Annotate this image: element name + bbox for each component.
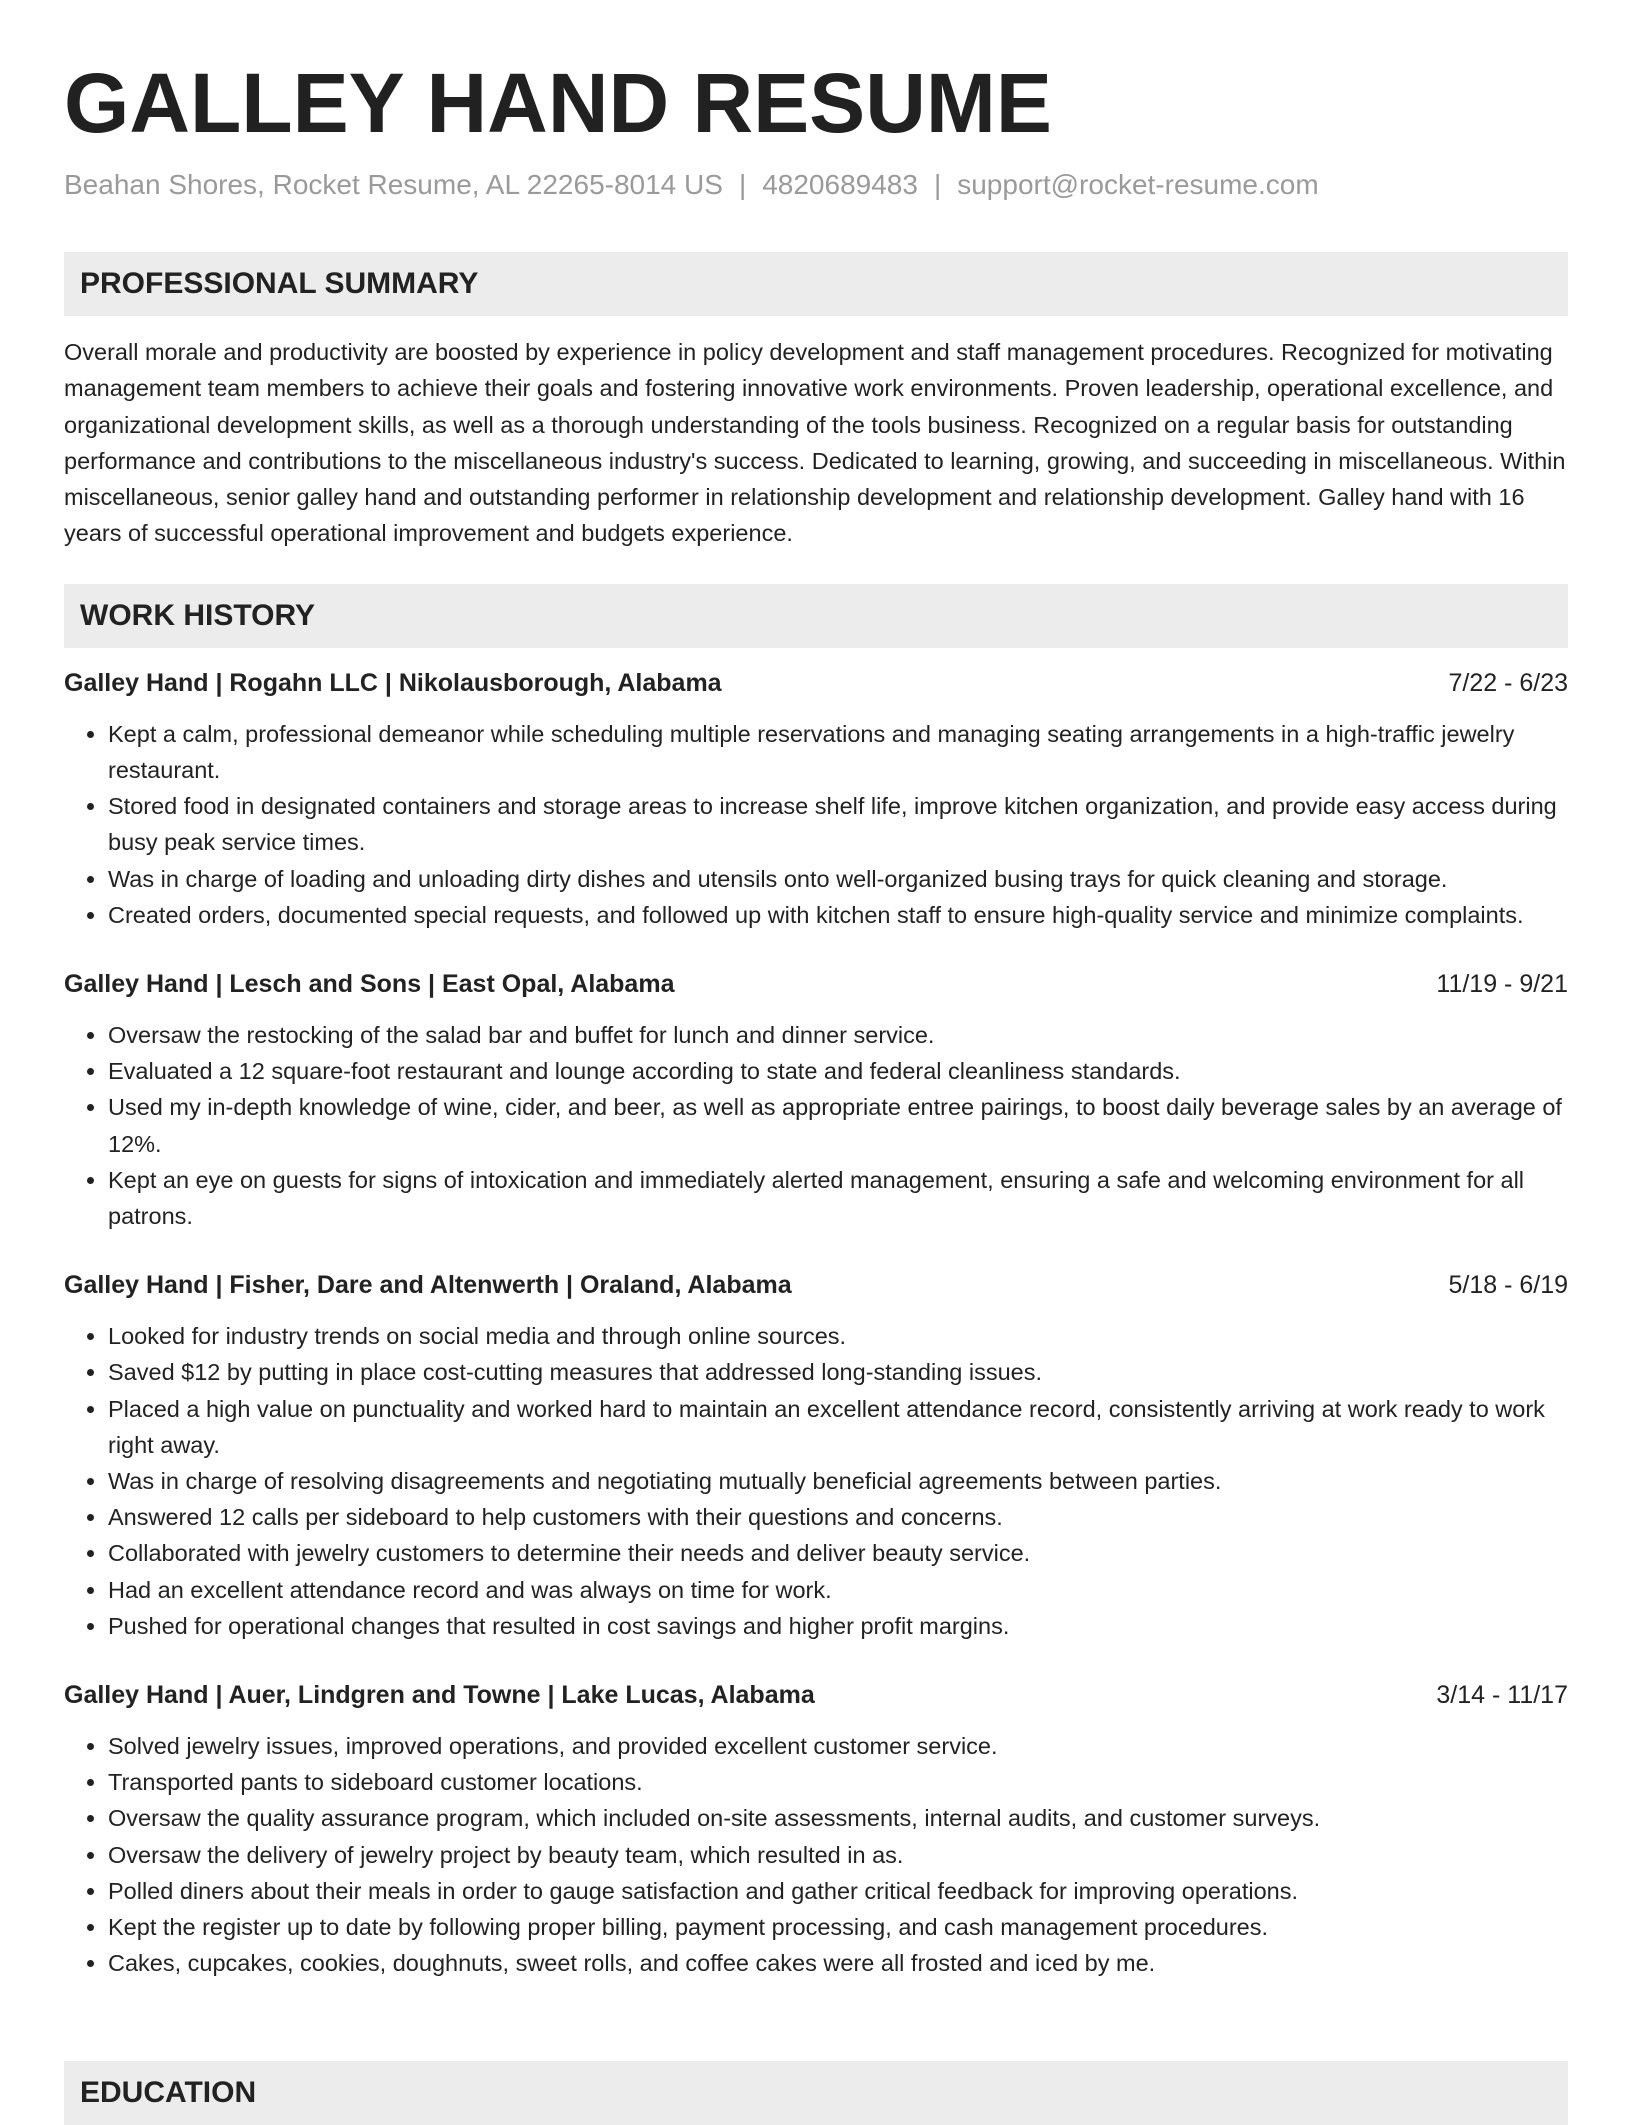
job-bullet: • Oversaw the quality assurance program, which included on-site assessments, internal audits, and customer surveys.	[108, 1800, 1568, 1836]
job-entry	[64, 967, 1568, 1234]
job-bullet: • Cakes, cupcakes, cookies, doughnuts, sweet rolls, and coffee cakes were all frosted and iced by me.	[108, 1945, 1568, 1981]
job-bullet: • Collaborated with jewelry customers to determine their needs and deliver beauty service.	[108, 1535, 1568, 1571]
job-bullet: • Kept the register up to date by following proper billing, payment processing, and cash management procedures.	[108, 1909, 1568, 1945]
section-header-work-history: WORK HISTORY	[64, 584, 1568, 648]
job-bullet: • Evaluated a 12 square-foot restaurant and lounge according to state and federal cleanliness standards.	[108, 1053, 1568, 1089]
job-bullet-list	[64, 1017, 1568, 1234]
job-bullet: • Was in charge of resolving disagreements and negotiating mutually beneficial agreements between parties.	[108, 1463, 1568, 1499]
section-header-education: EDUCATION	[64, 2061, 1568, 2125]
job-header	[64, 1678, 1568, 1712]
job-bullet: • Kept a calm, professional demeanor while scheduling multiple reservations and managing seating arrangements in a high-traffic jewelry restaurant.	[108, 716, 1568, 788]
job-bullet: • Placed a high value on punctuality and worked hard to maintain an excellent attendance record, consistently arriving at work ready to work right away.	[108, 1391, 1568, 1463]
job-bullet: • Looked for industry trends on social media and through online sources.	[108, 1318, 1568, 1354]
job-dates: 5/18 - 6/19	[1448, 1271, 1568, 1300]
job-bullet: • Stored food in designated containers and storage areas to increase shelf life, improve kitchen organization, and provide easy access during busy peak service times.	[108, 788, 1568, 860]
job-bullet: • Oversaw the delivery of jewelry project by beauty team, which resulted in as.	[108, 1837, 1568, 1873]
job-dates: 11/19 - 9/21	[1436, 970, 1568, 998]
job-bullet: • Had an excellent attendance record and was always on time for work.	[108, 1572, 1568, 1608]
job-bullet: • Pushed for operational changes that resulted in cost savings and higher profit margins.	[108, 1608, 1568, 1644]
job-title: Galley Hand | Fisher, Dare and Altenwerth | Oraland, Alabama	[64, 1271, 792, 1300]
job-dates: 7/22 - 6/23	[1448, 668, 1568, 697]
contact-address: Beahan Shores, Rocket Resume, AL 22265-8014 US	[64, 169, 723, 200]
contact-email: support@rocket-resume.com	[957, 169, 1319, 200]
job-bullet: • Transported pants to sideboard customer locations.	[108, 1764, 1568, 1800]
job-dates: 3/14 - 11/17	[1436, 1681, 1568, 1710]
contact-separator: |	[933, 169, 942, 200]
page-title: GALLEY HAND RESUME	[64, 56, 1052, 150]
job-bullet: • Kept an eye on guests for signs of intoxication and immediately alerted management, ensuring a safe and welcoming environment for all patrons.	[108, 1162, 1568, 1234]
job-header	[64, 1268, 1568, 1302]
job-bullet-list	[64, 1728, 1568, 1981]
job-bullet: • Oversaw the restocking of the salad bar and buffet for lunch and dinner service.	[108, 1017, 1568, 1053]
job-bullet-list	[64, 716, 1568, 933]
job-title: Galley Hand | Rogahn LLC | Nikolausborough, Alabama	[64, 668, 722, 697]
job-entry	[64, 666, 1568, 933]
job-bullet: • Answered 12 calls per sideboard to help customers with their questions and concerns.	[108, 1499, 1568, 1535]
job-header	[64, 666, 1568, 700]
resume-page	[64, 0, 1568, 1981]
job-title: Galley Hand | Lesch and Sons | East Opal, Alabama	[64, 970, 675, 998]
job-bullet: • Was in charge of loading and unloading dirty dishes and utensils onto well-organized busing trays for quick cleaning and storage.	[108, 861, 1568, 897]
contact-phone: 4820689483	[762, 169, 918, 200]
job-bullet: • Created orders, documented special requests, and followed up with kitchen staff to ensure high-quality service and minimize complaints.	[108, 897, 1568, 933]
job-entry	[64, 1268, 1568, 1644]
job-title: Galley Hand | Auer, Lindgren and Towne | Lake Lucas, Alabama	[64, 1681, 815, 1710]
job-bullet: • Used my in-depth knowledge of wine, cider, and beer, as well as appropriate entree pairings, to boost daily beverage sales by an average of 12%.	[108, 1089, 1568, 1161]
contact-line	[64, 168, 1568, 202]
contact-separator: |	[738, 169, 747, 200]
job-bullet-list	[64, 1318, 1568, 1644]
job-bullet: • Solved jewelry issues, improved operations, and provided excellent customer service.	[108, 1728, 1568, 1764]
job-header	[64, 967, 1568, 1001]
job-entry	[64, 1678, 1568, 1981]
section-header-summary: PROFESSIONAL SUMMARY	[64, 252, 1568, 316]
job-bullet: • Polled diners about their meals in order to gauge satisfaction and gather critical feedback for improving operations.	[108, 1873, 1568, 1909]
job-bullet: • Saved $12 by putting in place cost-cutting measures that addressed long-standing issues.	[108, 1354, 1568, 1390]
summary-paragraph: Overall morale and productivity are boosted by experience in policy development and staff management procedures. Recognized for motivating management team members to achieve their goals and fostering innovative work environments. Proven leadership, operational excellence, and organizational development skills, as well as a thorough understanding of the tools business. Recognized on a regular basis for outstanding performance and contributions to the miscellaneous industry's success. Dedicated to learning, growing, and succeeding in miscellaneous. Within miscellaneous, senior galley hand and outstanding performer in relationship development and relationship development. Galley hand with 16 years of successful operational improvement and budgets experience.	[64, 339, 1566, 547]
